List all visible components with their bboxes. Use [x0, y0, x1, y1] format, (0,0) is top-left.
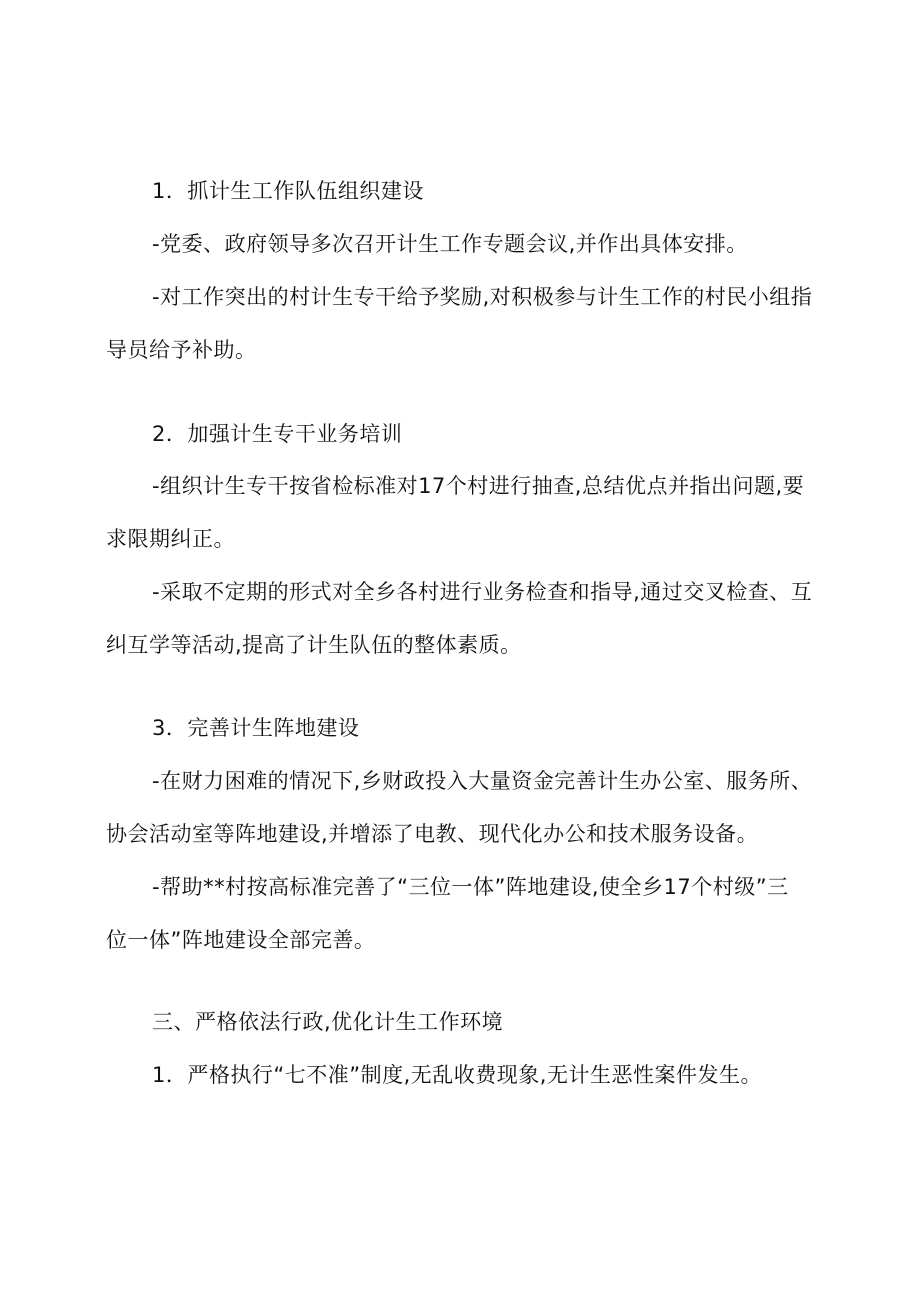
paragraph-line: -党委、政府领导多次召开计生工作专题会议,并作出具体安排。	[152, 232, 748, 256]
paragraph-line: 位一体”阵地建设全部完善。	[106, 928, 376, 952]
paragraph-line: -组织计生专干按省检标准对17个村进行抽查,总结优点并指出问题,要	[152, 474, 805, 498]
paragraph-line: 求限期纠正。	[106, 527, 235, 551]
paragraph-line: -对工作突出的村计生专干给予奖励,对积极参与计生工作的村民小组指	[152, 285, 813, 309]
paragraph-line: 导员给予补助。	[106, 338, 257, 362]
section-heading-4: 三、严格依法行政,优化计生工作环境	[152, 1010, 504, 1034]
section-heading-2: 2．加强计生专干业务培训	[152, 422, 403, 446]
section-heading-3: 3．完善计生阵地建设	[152, 716, 360, 740]
paragraph-line: 纠互学等活动,提高了计生队伍的整体素质。	[106, 633, 522, 657]
paragraph-line: 1．严格执行“七不准”制度,无乱收费现象,无计生恶性案件发生。	[152, 1063, 762, 1087]
paragraph-line: -帮助**村按高标准完善了“三位一体”阵地建设,使全乡17个村级”三	[152, 875, 789, 899]
paragraph-line: 协会活动室等阵地建设,并增添了电教、现代化办公和技术服务设备。	[106, 822, 759, 846]
paragraph-line: -在财力困难的情况下,乡财政投入大量资金完善计生办公室、服务所、	[152, 769, 813, 793]
section-heading-1: 1．抓计生工作队伍组织建设	[152, 179, 424, 203]
paragraph-line: -采取不定期的形式对全乡各村进行业务检查和指导,通过交叉检查、互	[152, 580, 813, 604]
